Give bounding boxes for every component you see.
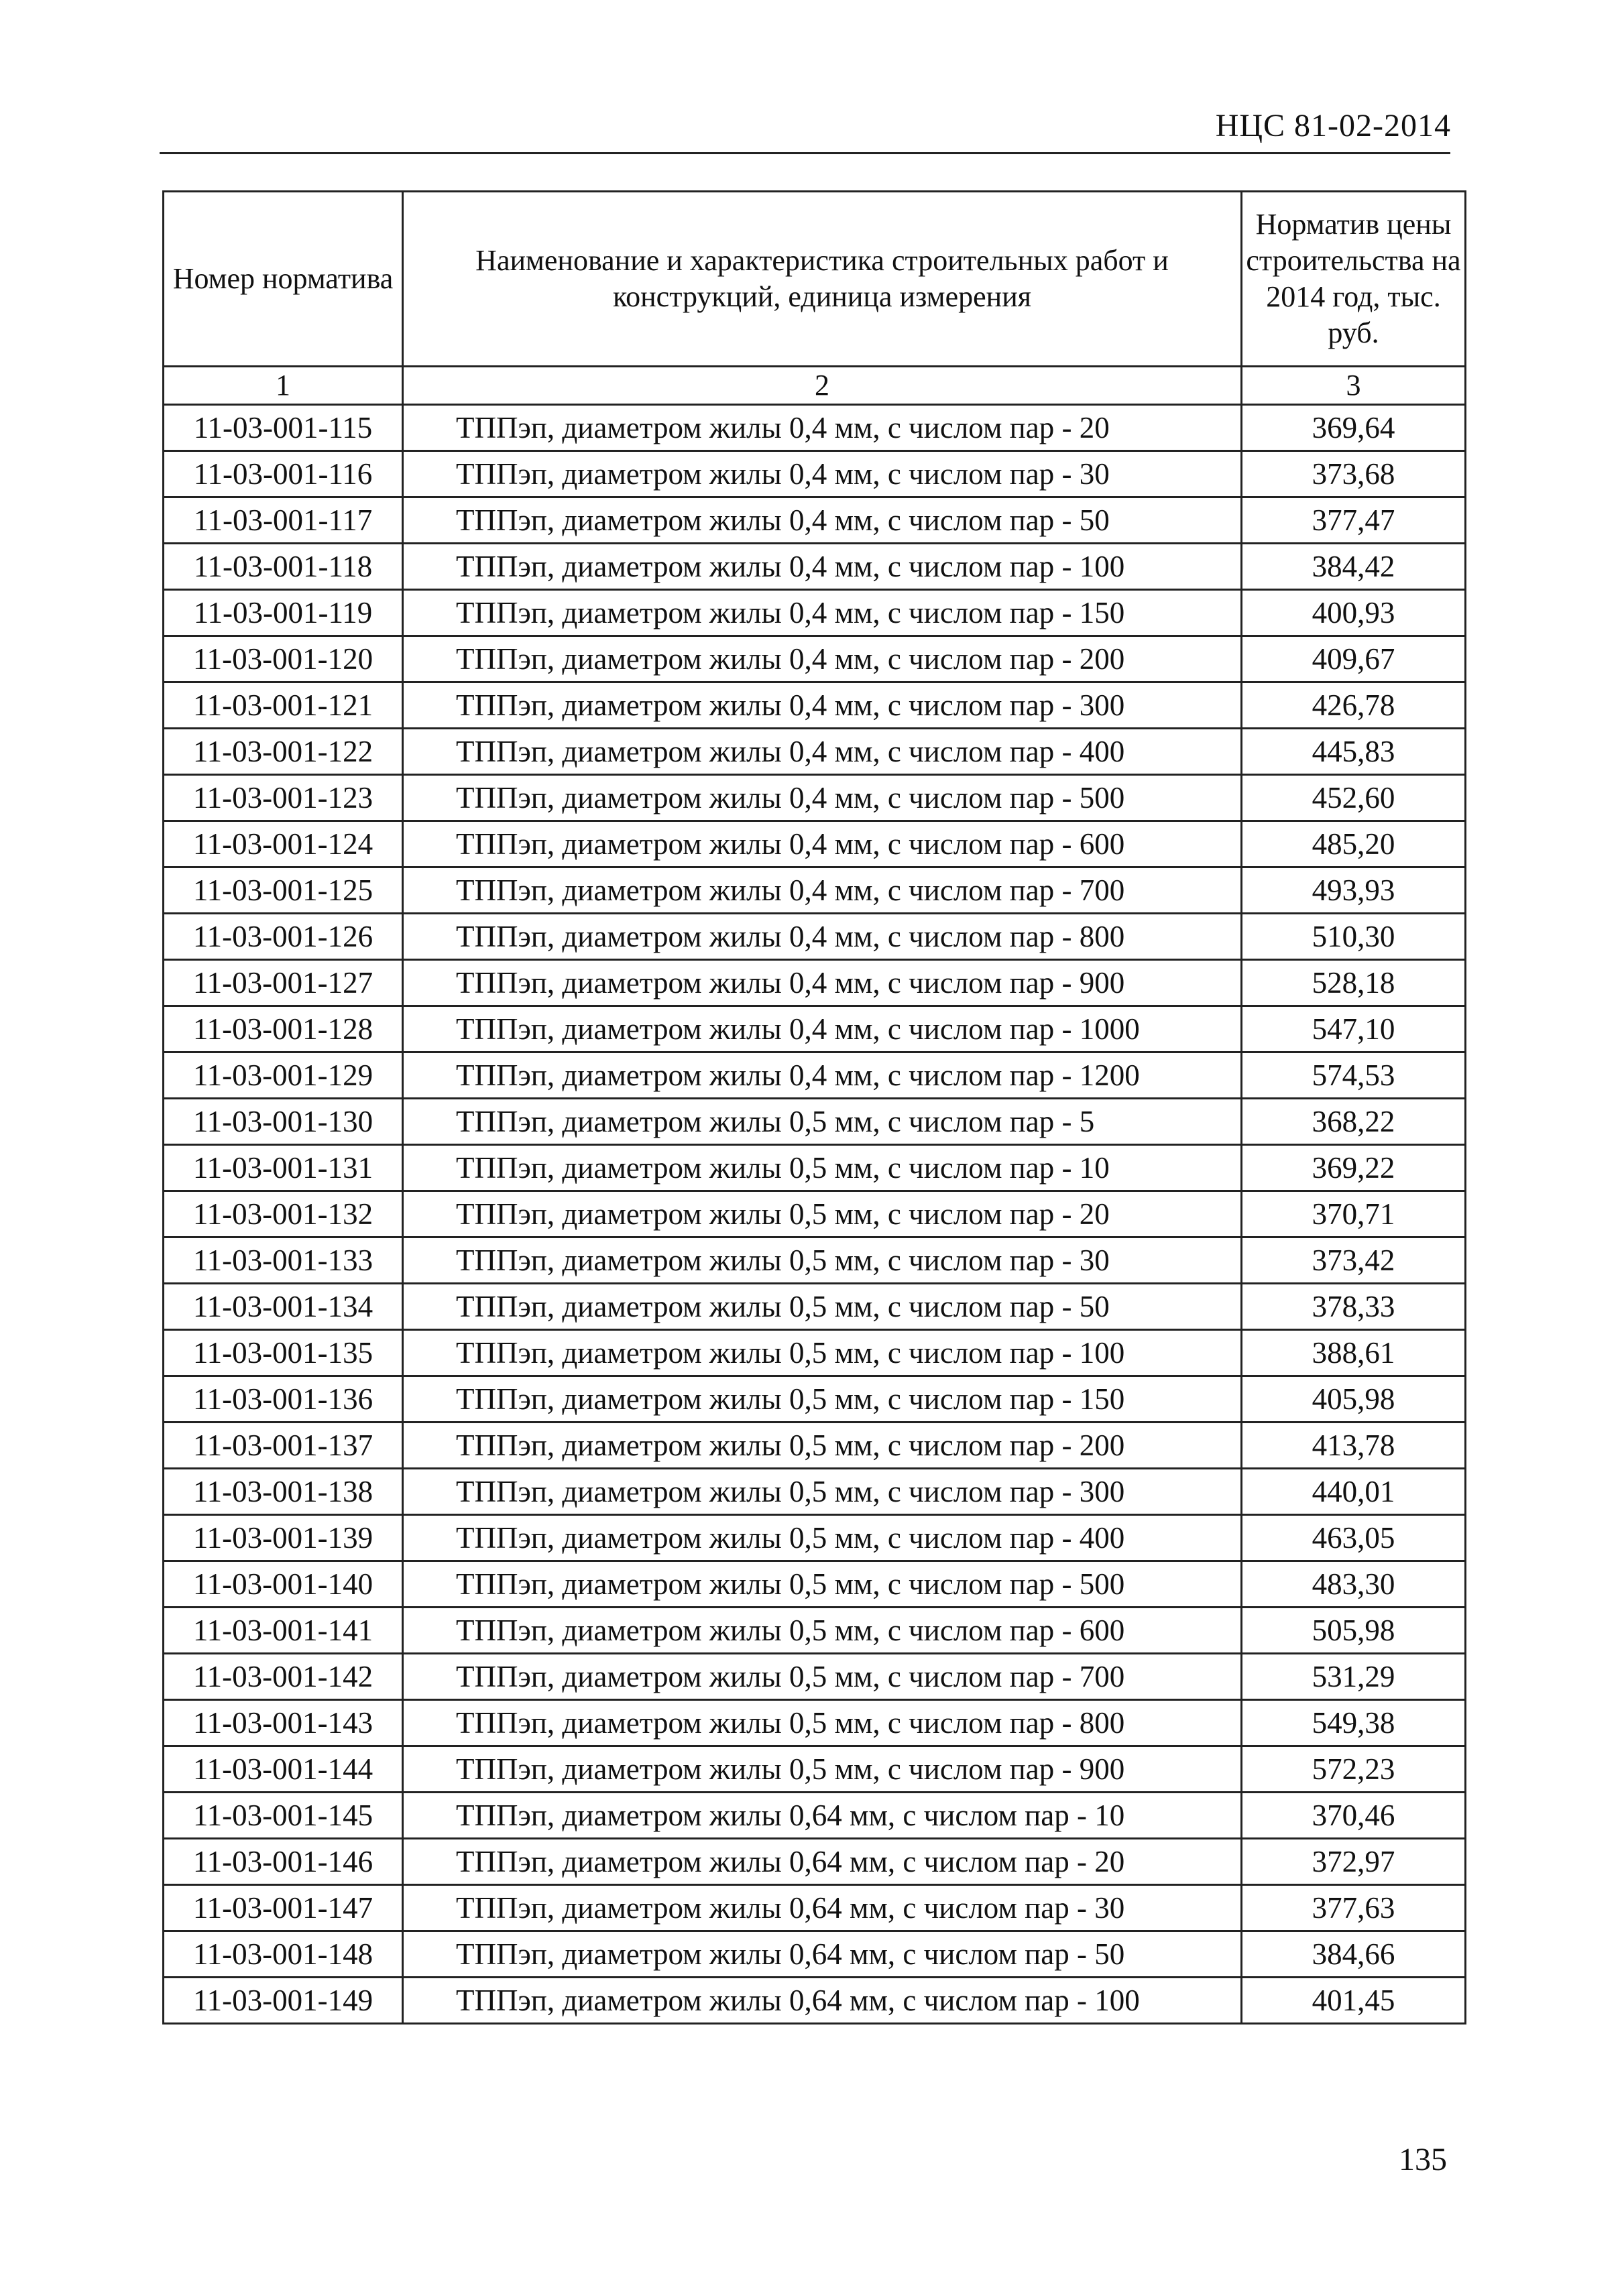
norm-code-cell: 11-03-001-147 bbox=[164, 1885, 403, 1931]
column-number: 2 bbox=[403, 367, 1242, 405]
description-cell: ТППэп, диаметром жилы 0,5 мм, с числом пар - 50 bbox=[403, 1284, 1242, 1330]
description-cell: ТППэп, диаметром жилы 0,4 мм, с числом пар - 700 bbox=[403, 867, 1242, 914]
description-cell: ТППэп, диаметром жилы 0,4 мм, с числом пар - 1000 bbox=[403, 1006, 1242, 1052]
description-cell: ТППэп, диаметром жилы 0,4 мм, с числом пар - 300 bbox=[403, 682, 1242, 729]
norm-code-cell: 11-03-001-139 bbox=[164, 1515, 403, 1561]
table-row bbox=[164, 1793, 1466, 1839]
table-row bbox=[164, 1191, 1466, 1237]
price-cell: 528,18 bbox=[1242, 960, 1466, 1006]
description-cell: ТППэп, диаметром жилы 0,5 мм, с числом пар - 150 bbox=[403, 1376, 1242, 1423]
description-cell: ТППэп, диаметром жилы 0,5 мм, с числом пар - 10 bbox=[403, 1145, 1242, 1191]
description-cell: ТППэп, диаметром жилы 0,4 мм, с числом пар - 100 bbox=[403, 544, 1242, 590]
table-row bbox=[164, 867, 1466, 914]
price-cell: 549,38 bbox=[1242, 1700, 1466, 1746]
column-number: 3 bbox=[1242, 367, 1466, 405]
price-cell: 440,01 bbox=[1242, 1469, 1466, 1515]
table-row bbox=[164, 497, 1466, 544]
price-cell: 572,23 bbox=[1242, 1746, 1466, 1793]
price-cell: 372,97 bbox=[1242, 1839, 1466, 1885]
norms-table bbox=[162, 190, 1466, 2025]
price-cell: 426,78 bbox=[1242, 682, 1466, 729]
column-header-description: Наименование и характеристика строительных работ и конструкций, единица измерения bbox=[403, 192, 1242, 367]
price-cell: 493,93 bbox=[1242, 867, 1466, 914]
norm-code-cell: 11-03-001-143 bbox=[164, 1700, 403, 1746]
table-row bbox=[164, 1515, 1466, 1561]
description-cell: ТППэп, диаметром жилы 0,5 мм, с числом пар - 400 bbox=[403, 1515, 1242, 1561]
norm-code-cell: 11-03-001-121 bbox=[164, 682, 403, 729]
description-cell: ТППэп, диаметром жилы 0,5 мм, с числом пар - 600 bbox=[403, 1608, 1242, 1654]
table-row bbox=[164, 775, 1466, 821]
table-row bbox=[164, 1885, 1466, 1931]
description-cell: ТППэп, диаметром жилы 0,5 мм, с числом пар - 900 bbox=[403, 1746, 1242, 1793]
norm-code-cell: 11-03-001-118 bbox=[164, 544, 403, 590]
table-row bbox=[164, 1145, 1466, 1191]
price-cell: 370,46 bbox=[1242, 1793, 1466, 1839]
norm-code-cell: 11-03-001-140 bbox=[164, 1561, 403, 1608]
description-cell: ТППэп, диаметром жилы 0,64 мм, с числом пар - 100 bbox=[403, 1978, 1242, 2024]
description-cell: ТППэп, диаметром жилы 0,4 мм, с числом пар - 400 bbox=[403, 729, 1242, 775]
norm-code-cell: 11-03-001-131 bbox=[164, 1145, 403, 1191]
description-cell: ТППэп, диаметром жилы 0,64 мм, с числом пар - 30 bbox=[403, 1885, 1242, 1931]
description-cell: ТППэп, диаметром жилы 0,4 мм, с числом пар - 20 bbox=[403, 405, 1242, 451]
price-cell: 485,20 bbox=[1242, 821, 1466, 867]
table-row bbox=[164, 1330, 1466, 1376]
description-cell: ТППэп, диаметром жилы 0,4 мм, с числом пар - 600 bbox=[403, 821, 1242, 867]
table-row bbox=[164, 544, 1466, 590]
table-row bbox=[164, 1469, 1466, 1515]
norm-code-cell: 11-03-001-130 bbox=[164, 1099, 403, 1145]
price-cell: 373,68 bbox=[1242, 451, 1466, 497]
description-cell: ТППэп, диаметром жилы 0,5 мм, с числом пар - 200 bbox=[403, 1423, 1242, 1469]
description-cell: ТППэп, диаметром жилы 0,4 мм, с числом пар - 500 bbox=[403, 775, 1242, 821]
table-row bbox=[164, 1376, 1466, 1423]
norm-code-cell: 11-03-001-117 bbox=[164, 497, 403, 544]
column-number: 1 bbox=[164, 367, 403, 405]
norm-code-cell: 11-03-001-119 bbox=[164, 590, 403, 636]
price-cell: 388,61 bbox=[1242, 1330, 1466, 1376]
description-cell: ТППэп, диаметром жилы 0,4 мм, с числом пар - 150 bbox=[403, 590, 1242, 636]
description-cell: ТППэп, диаметром жилы 0,4 мм, с числом пар - 30 bbox=[403, 451, 1242, 497]
description-cell: ТППэп, диаметром жилы 0,4 мм, с числом пар - 50 bbox=[403, 497, 1242, 544]
description-cell: ТППэп, диаметром жилы 0,64 мм, с числом пар - 10 bbox=[403, 1793, 1242, 1839]
table-row bbox=[164, 1931, 1466, 1978]
price-cell: 377,47 bbox=[1242, 497, 1466, 544]
table-row bbox=[164, 682, 1466, 729]
price-cell: 370,71 bbox=[1242, 1191, 1466, 1237]
norm-code-cell: 11-03-001-132 bbox=[164, 1191, 403, 1237]
page-number: 135 bbox=[1399, 2142, 1447, 2177]
description-cell: ТППэп, диаметром жилы 0,4 мм, с числом пар - 200 bbox=[403, 636, 1242, 682]
table-row bbox=[164, 1006, 1466, 1052]
norm-code-cell: 11-03-001-149 bbox=[164, 1978, 403, 2024]
price-cell: 368,22 bbox=[1242, 1099, 1466, 1145]
price-cell: 373,42 bbox=[1242, 1237, 1466, 1284]
price-cell: 574,53 bbox=[1242, 1052, 1466, 1099]
table-row bbox=[164, 1099, 1466, 1145]
price-cell: 369,64 bbox=[1242, 405, 1466, 451]
table-row bbox=[164, 1654, 1466, 1700]
price-cell: 401,45 bbox=[1242, 1978, 1466, 2024]
price-cell: 505,98 bbox=[1242, 1608, 1466, 1654]
norm-code-cell: 11-03-001-145 bbox=[164, 1793, 403, 1839]
price-cell: 510,30 bbox=[1242, 914, 1466, 960]
table-row bbox=[164, 405, 1466, 451]
norm-code-cell: 11-03-001-142 bbox=[164, 1654, 403, 1700]
description-cell: ТППэп, диаметром жилы 0,5 мм, с числом пар - 100 bbox=[403, 1330, 1242, 1376]
price-cell: 384,42 bbox=[1242, 544, 1466, 590]
table-row bbox=[164, 1284, 1466, 1330]
table-row bbox=[164, 1700, 1466, 1746]
description-cell: ТППэп, диаметром жилы 0,4 мм, с числом пар - 900 bbox=[403, 960, 1242, 1006]
price-cell: 531,29 bbox=[1242, 1654, 1466, 1700]
norm-code-cell: 11-03-001-125 bbox=[164, 867, 403, 914]
description-cell: ТППэп, диаметром жилы 0,5 мм, с числом пар - 500 bbox=[403, 1561, 1242, 1608]
table-row bbox=[164, 729, 1466, 775]
price-cell: 413,78 bbox=[1242, 1423, 1466, 1469]
price-cell: 377,63 bbox=[1242, 1885, 1466, 1931]
norm-code-cell: 11-03-001-135 bbox=[164, 1330, 403, 1376]
price-cell: 405,98 bbox=[1242, 1376, 1466, 1423]
description-cell: ТППэп, диаметром жилы 0,5 мм, с числом пар - 300 bbox=[403, 1469, 1242, 1515]
table-row bbox=[164, 1978, 1466, 2024]
document-code: НЦС 81-02-2014 bbox=[1215, 108, 1451, 143]
price-cell: 409,67 bbox=[1242, 636, 1466, 682]
header-rule bbox=[160, 152, 1450, 154]
table-row bbox=[164, 451, 1466, 497]
norm-code-cell: 11-03-001-144 bbox=[164, 1746, 403, 1793]
norm-code-cell: 11-03-001-138 bbox=[164, 1469, 403, 1515]
norm-code-cell: 11-03-001-127 bbox=[164, 960, 403, 1006]
column-header-code: Номер норматива bbox=[164, 192, 403, 367]
price-cell: 547,10 bbox=[1242, 1006, 1466, 1052]
norm-code-cell: 11-03-001-116 bbox=[164, 451, 403, 497]
norm-code-cell: 11-03-001-115 bbox=[164, 405, 403, 451]
table-row bbox=[164, 960, 1466, 1006]
table-row bbox=[164, 1839, 1466, 1885]
norm-code-cell: 11-03-001-128 bbox=[164, 1006, 403, 1052]
table-row bbox=[164, 1052, 1466, 1099]
description-cell: ТППэп, диаметром жилы 0,4 мм, с числом пар - 800 bbox=[403, 914, 1242, 960]
norm-code-cell: 11-03-001-122 bbox=[164, 729, 403, 775]
price-cell: 378,33 bbox=[1242, 1284, 1466, 1330]
description-cell: ТППэп, диаметром жилы 0,5 мм, с числом пар - 30 bbox=[403, 1237, 1242, 1284]
table-row bbox=[164, 914, 1466, 960]
table-row bbox=[164, 636, 1466, 682]
table-header-row bbox=[164, 192, 1466, 367]
norm-code-cell: 11-03-001-126 bbox=[164, 914, 403, 960]
column-header-price: Норматив цены строительства на 2014 год, тыс. руб. bbox=[1242, 192, 1466, 367]
table-row bbox=[164, 1561, 1466, 1608]
table-row bbox=[164, 590, 1466, 636]
table-column-numbers-row bbox=[164, 367, 1466, 405]
table-row bbox=[164, 1423, 1466, 1469]
norm-code-cell: 11-03-001-124 bbox=[164, 821, 403, 867]
description-cell: ТППэп, диаметром жилы 0,5 мм, с числом пар - 20 bbox=[403, 1191, 1242, 1237]
norm-code-cell: 11-03-001-137 bbox=[164, 1423, 403, 1469]
norm-code-cell: 11-03-001-133 bbox=[164, 1237, 403, 1284]
price-cell: 445,83 bbox=[1242, 729, 1466, 775]
table-row bbox=[164, 821, 1466, 867]
norm-code-cell: 11-03-001-134 bbox=[164, 1284, 403, 1330]
description-cell: ТППэп, диаметром жилы 0,5 мм, с числом пар - 800 bbox=[403, 1700, 1242, 1746]
price-cell: 463,05 bbox=[1242, 1515, 1466, 1561]
price-cell: 452,60 bbox=[1242, 775, 1466, 821]
norm-code-cell: 11-03-001-136 bbox=[164, 1376, 403, 1423]
table-row bbox=[164, 1237, 1466, 1284]
description-cell: ТППэп, диаметром жилы 0,5 мм, с числом пар - 700 bbox=[403, 1654, 1242, 1700]
description-cell: ТППэп, диаметром жилы 0,4 мм, с числом пар - 1200 bbox=[403, 1052, 1242, 1099]
table-row bbox=[164, 1608, 1466, 1654]
price-cell: 384,66 bbox=[1242, 1931, 1466, 1978]
norm-code-cell: 11-03-001-120 bbox=[164, 636, 403, 682]
description-cell: ТППэп, диаметром жилы 0,64 мм, с числом пар - 20 bbox=[403, 1839, 1242, 1885]
norm-code-cell: 11-03-001-146 bbox=[164, 1839, 403, 1885]
price-cell: 400,93 bbox=[1242, 590, 1466, 636]
table-row bbox=[164, 1746, 1466, 1793]
norm-code-cell: 11-03-001-123 bbox=[164, 775, 403, 821]
norm-code-cell: 11-03-001-148 bbox=[164, 1931, 403, 1978]
norm-code-cell: 11-03-001-141 bbox=[164, 1608, 403, 1654]
price-cell: 483,30 bbox=[1242, 1561, 1466, 1608]
price-cell: 369,22 bbox=[1242, 1145, 1466, 1191]
description-cell: ТППэп, диаметром жилы 0,5 мм, с числом пар - 5 bbox=[403, 1099, 1242, 1145]
description-cell: ТППэп, диаметром жилы 0,64 мм, с числом пар - 50 bbox=[403, 1931, 1242, 1978]
norm-code-cell: 11-03-001-129 bbox=[164, 1052, 403, 1099]
